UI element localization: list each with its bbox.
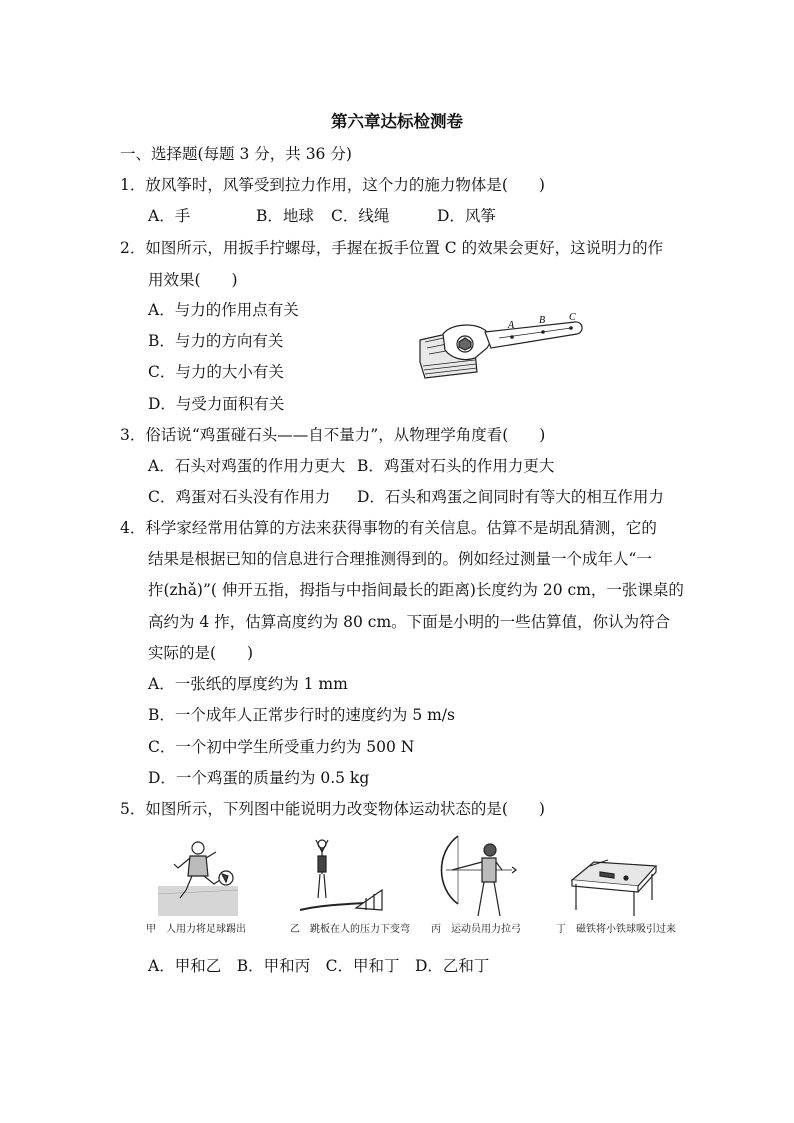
q3-option-b: B．鸡蛋对石头的作用力更大 [357, 457, 555, 475]
q1-stem: 1．放风筝时，风筝受到拉力作用，这个力的施力物体是( ) [120, 176, 545, 194]
q4-option-d: D．一个鸡蛋的质量约为 0.5 kg [148, 769, 370, 787]
section-heading: 一、选择题(每题 3 分，共 36 分) [120, 145, 352, 163]
q4-stem-line4: 高约为 4 拃，估算高度约为 80 cm。下面是小明的一些估算值，你认为符合 [148, 613, 671, 631]
label-c: C [569, 312, 576, 323]
q3-option-a: A．石头对鸡蛋的作用力更大 [148, 457, 346, 475]
point-c-dot [569, 326, 573, 330]
q2-stem-line1: 2．如图所示，用扳手拧螺母，手握在扳手位置 C 的效果会更好，这说明力的作 [120, 239, 664, 257]
q4-option-b: B．一个成年人正常步行时的速度约为 5 m/s [148, 706, 455, 724]
q4-stem-line5: 实际的是( ) [148, 644, 254, 662]
q4-stem-line2: 结果是根据已知的信息进行合理推测得到的。例如经过测量一个成年人“一 [148, 550, 652, 568]
label-b: B [539, 315, 546, 326]
q4-stem-line1: 4．科学家经常用估算的方法来获得事物的有关信息。估算不是胡乱猜测，它的 [120, 519, 657, 537]
caption-jia: 甲 人用力将足球踢出 [146, 924, 246, 935]
page-title: 第六章达标检测卷 [331, 112, 463, 131]
archer-figure [438, 832, 518, 920]
diving-board-figure [296, 838, 386, 918]
q4-stem-line3: 拃(zhǎ)”( 伸开五指，拇指与中指间最长的距离)长度约为 20 cm，一张课桌的 [148, 581, 684, 599]
q2-stem-line2: 用效果( ) [148, 271, 238, 289]
q3-option-c: C．鸡蛋对石头没有作用力 [148, 488, 331, 506]
q2-option-a: A．与力的作用点有关 [148, 301, 299, 319]
caption-ding: 丁 磁铁将小铁球吸引过来 [556, 924, 676, 935]
point-a-dot [510, 335, 514, 339]
label-a: A [508, 320, 515, 331]
q2-option-d: D．与受力面积有关 [148, 395, 285, 413]
q5-stem: 5．如图所示，下列图中能说明力改变物体运动状态的是( ) [120, 800, 545, 818]
caption-yi: 乙 跳板在人的压力下变弯 [290, 924, 410, 935]
q1-option-c: C．线绳 [331, 207, 390, 225]
q3-stem: 3．俗话说“鸡蛋碰石头——自不量力”，从物理学角度看( ) [120, 426, 546, 444]
kicking-ball-figure [158, 838, 238, 916]
caption-bing: 丙 运动员用力拉弓 [431, 924, 521, 935]
point-b-dot [541, 330, 545, 334]
q4-option-c: C．一个初中学生所受重力约为 500 N [148, 738, 415, 756]
q2-option-b: B．与力的方向有关 [148, 332, 284, 350]
q4-option-a: A．一张纸的厚度约为 1 mm [148, 675, 348, 693]
q1-option-b: B．地球 [256, 207, 314, 225]
magnet-table-figure [568, 854, 660, 918]
q2-option-c: C．与力的大小有关 [148, 363, 284, 381]
q5-options: A．甲和乙 B．甲和丙 C．甲和丁 D．乙和丁 [148, 957, 490, 975]
q3-option-d: D．石头和鸡蛋之间同时有等大的相互作用力 [357, 488, 664, 506]
wrench-figure [415, 312, 587, 382]
q1-option-a: A．手 [148, 207, 191, 225]
q1-option-d: D．风筝 [437, 207, 496, 225]
